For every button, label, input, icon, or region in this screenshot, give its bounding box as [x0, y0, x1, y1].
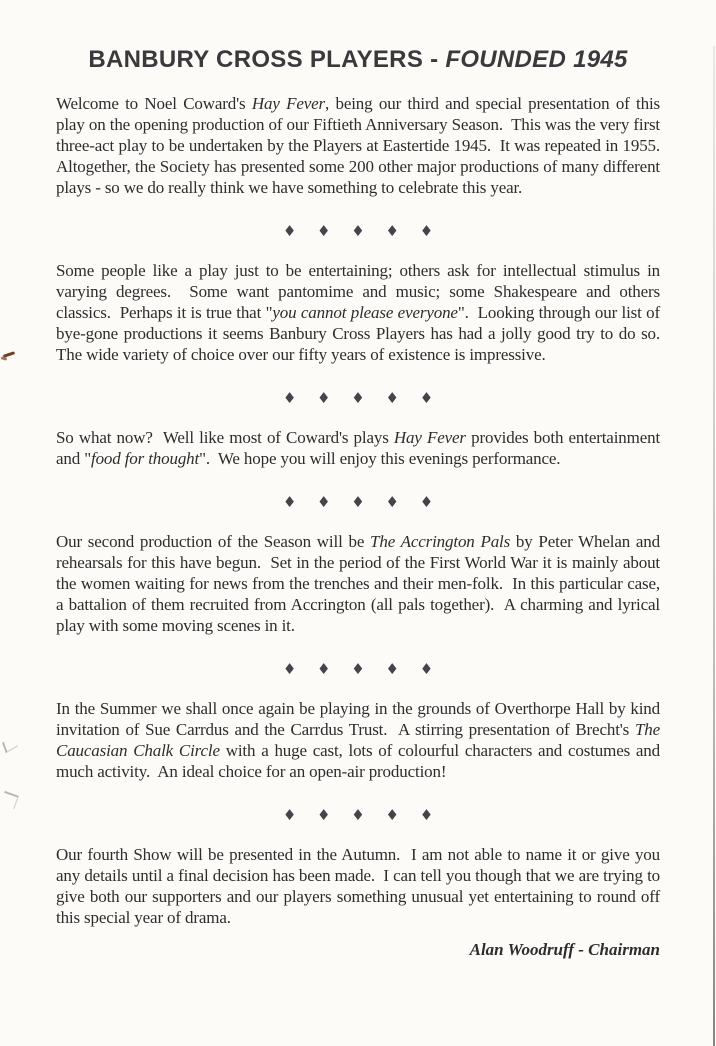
diamond-separator: ♦ ♦ ♦ ♦ ♦: [282, 660, 434, 678]
paragraph-variety: Some people like a play just to be entertaining; others ask for intellectual stimulus in varying degrees. Some want pantomime and music; some Shakespeare and others classics. Perhaps it is true that "you cannot please everyone". Looking through our list of bye-gone productions it seems Banbury Cross Players has had a jolly good try to do so. The wide variety of choice over our fifty years of existence is impressive.: [56, 261, 669, 364]
paragraph-overthorpe-hall: In the Summer we shall once again be playing in the grounds of Overthorpe Hall by kind invitation of Sue Carrdus and the Carrdus Trust. A stirring presentation of Brecht's The Caucasian Chalk Circle with a huge cast, lots of colourful characters and costumes and much activity. An ideal choice for an open-air production!: [56, 699, 665, 781]
paragraph-autumn-show: Our fourth Show will be presented in the Autumn. I am not able to name it or give you any details until a final decision has been made. I can tell you though that we are trying to give both our supporters and our players something unusual yet entertaining to round off this special year of drama.: [56, 845, 665, 927]
paragraph-welcome: Welcome to Noel Coward's Hay Fever, being our third and special presentation of this play on the opening production of our Fiftieth Anniversary Season. This was the very first three-act play to be undertaken by the Players at Eastertide 1945. It was repeated in 1955. Altogether, the Society has presented some 200 other major productions of many different plays - so we do really think we have something to celebrate this year.: [56, 94, 669, 197]
diamond-separator: ♦ ♦ ♦ ♦ ♦: [282, 222, 434, 240]
scan-pencil-mark: [2, 736, 18, 753]
diamond-separator: ♦ ♦ ♦ ♦ ♦: [282, 493, 434, 511]
programme-page: [0, 46, 716, 1046]
title-founded-text: FOUNDED 1945: [445, 46, 628, 73]
diamond-separator: ♦ ♦ ♦ ♦ ♦: [282, 806, 434, 824]
page-title: [40, 46, 676, 74]
scanned-document: [0, 46, 716, 1046]
scan-page-edge: [713, 46, 715, 1046]
scan-ink-mark: [1, 356, 8, 360]
signature-chairman: Alan Woodruff - Chairman: [469, 940, 660, 959]
title-text: BANBURY CROSS PLAYERS -: [88, 46, 446, 73]
paragraph-accrington-pals: Our second production of the Season will be The Accrington Pals by Peter Whelan and rehearsals for this have begun. Set in the period of the First World War it is mainly about the women waiting for news from the trenches and their men-folk. In this particular case, a battalion of them recruited from Accrington (all pals together). A charming and lyrical play with some moving scenes in it.: [56, 532, 665, 635]
scan-ink-mark: [3, 351, 15, 358]
paragraph-hay-fever: So what now? Well like most of Coward's plays Hay Fever provides both entertainment and "food for thought". We hope you will enjoy this evenings performance.: [56, 428, 665, 468]
diamond-separator: ♦ ♦ ♦ ♦ ♦: [282, 389, 434, 407]
